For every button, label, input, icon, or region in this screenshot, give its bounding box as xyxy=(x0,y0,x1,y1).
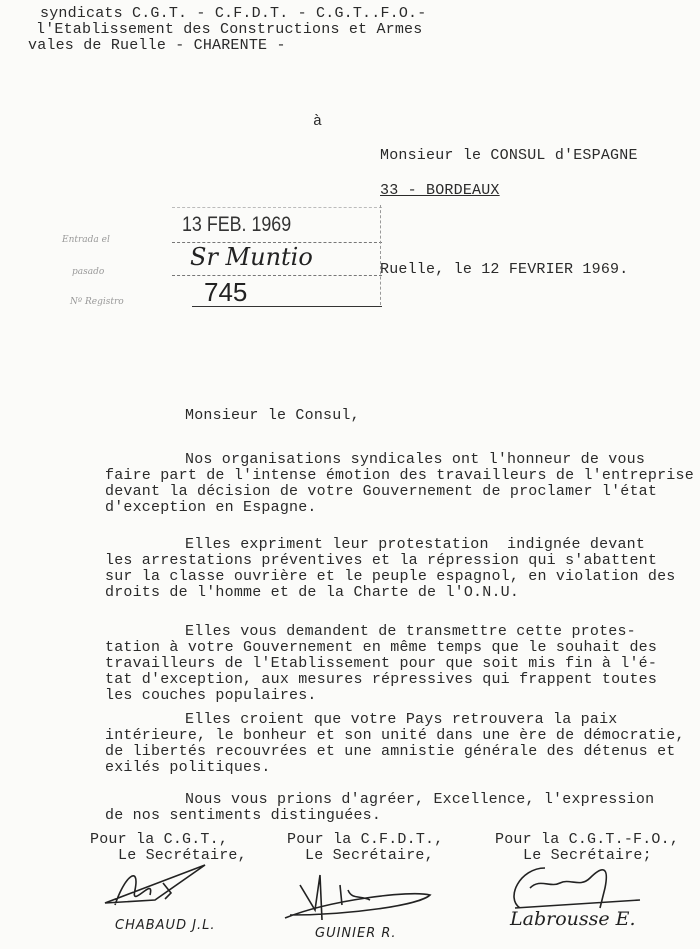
text-line: tation à votre Gouvernement en même temps que le souhait des xyxy=(105,639,658,656)
signature-org: Pour la C.G.T.-F.O., xyxy=(495,831,680,848)
recipient-city: 33 - BORDEAUX xyxy=(380,182,500,199)
handwritten-signature xyxy=(500,858,650,913)
signature-role: Le Secrétaire; xyxy=(523,847,652,864)
signature-org: Pour la C.F.D.T., xyxy=(287,831,444,848)
stamp-date: 13 FEB. 1969 xyxy=(182,213,292,236)
letterhead-line: syndicats C.G.T. - C.F.D.T. - C.G.T..F.O.- xyxy=(40,5,427,22)
place-date: Ruelle, le 12 FEVRIER 1969. xyxy=(380,261,629,278)
signature-role: Le Secrétaire, xyxy=(305,847,434,864)
handwritten-signature xyxy=(95,855,235,915)
recipient-to: à xyxy=(313,113,323,130)
handwritten-signature xyxy=(270,870,440,930)
stamp-label: pasado xyxy=(72,267,105,277)
text-line: Nous vous prions d'agréer, Excellence, l'expression xyxy=(185,791,655,808)
text-line: les couches populaires. xyxy=(105,687,317,704)
recipient-name: Monsieur le CONSUL d'ESPAGNE xyxy=(380,147,638,164)
text-line: les arrestations préventives et la répression qui s'abattent xyxy=(105,552,658,569)
text-line: sur la classe ouvrière et le peuple espagnol, en violation des xyxy=(105,568,676,585)
salutation: Monsieur le Consul, xyxy=(185,407,360,424)
letterhead-line: vales de Ruelle - CHARENTE - xyxy=(28,37,286,54)
text-line: devant la décision de votre Gouvernement de proclamer l'état xyxy=(105,483,658,500)
text-line: travailleurs de l'Etablissement pour que soit mis fin à l'é- xyxy=(105,655,658,672)
stamp-handwritten-name: Sr Muntio xyxy=(190,243,313,271)
text-line: tat d'exception, aux mesures répressives qui frappent toutes xyxy=(105,671,658,688)
stamp-number: 745 xyxy=(204,277,248,307)
letterhead-line: l'Etablissement des Constructions et Armes xyxy=(36,21,423,38)
signature-role: Le Secrétaire, xyxy=(118,847,247,864)
signature-name: Labrousse E. xyxy=(510,908,636,930)
text-line: Nos organisations syndicales ont l'honneur de vous xyxy=(185,451,646,468)
text-line: de libertés recouvrées et une amnistie générale des détenus et xyxy=(105,743,676,760)
text-line: exilés politiques. xyxy=(105,759,271,776)
received-stamp xyxy=(62,205,320,310)
text-line: intérieure, le bonheur et son unité dans une ère de démocratie, xyxy=(105,727,685,744)
text-line: droits de l'homme et de la Charte de l'O.N.U. xyxy=(105,584,520,601)
text-line: Elles croient que votre Pays retrouvera la paix xyxy=(185,711,618,728)
text-line: faire part de l'intense émotion des travailleurs de l'entreprise xyxy=(105,467,694,484)
text-line: Elles expriment leur protestation indignée devant xyxy=(185,536,646,553)
text-line: Elles vous demandent de transmettre cette protes- xyxy=(185,623,636,640)
text-line: de nos sentiments distinguées. xyxy=(105,807,382,824)
stamp-label: Nº Registro xyxy=(70,297,124,307)
text-line: d'exception en Espagne. xyxy=(105,499,317,516)
signature-name: CHABAUD J.L. xyxy=(115,918,216,933)
signature-name: GUINIER R. xyxy=(315,926,397,941)
stamp-label: Entrada el xyxy=(62,235,110,245)
signature-org: Pour la C.G.T., xyxy=(90,831,229,848)
